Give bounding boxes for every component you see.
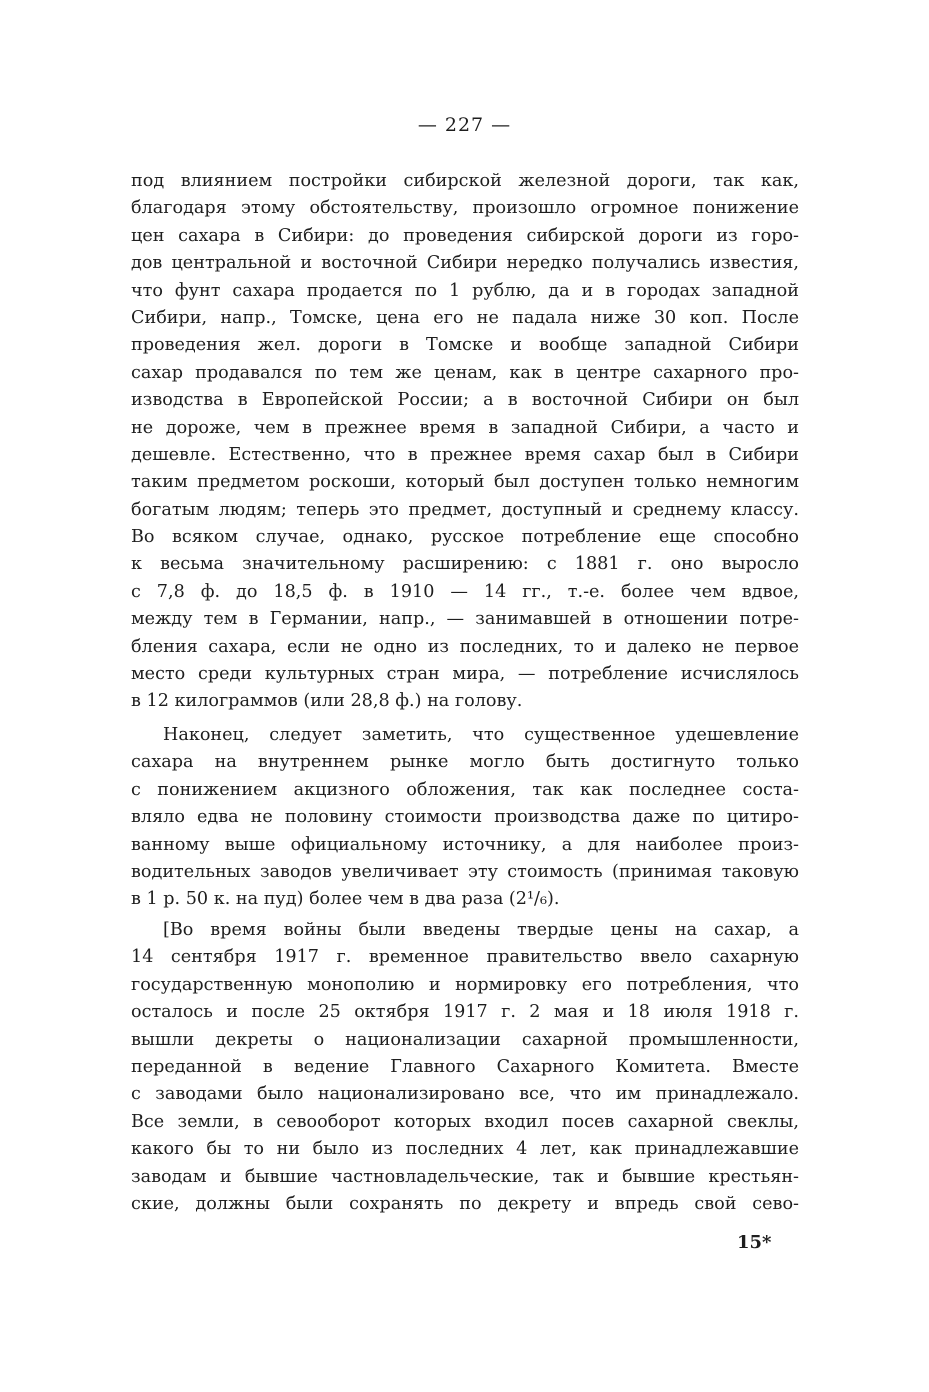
text-line: заводам и бывшие частновладельческие, так и бывшие крестьян- <box>131 1166 799 1187</box>
text-line: под влиянием постройки сибирской железной дороги, так как, <box>131 171 799 191</box>
text-line: водительных заводов увеличивает эту стоимость (принимая таковую <box>131 861 799 882</box>
text-line: к весьма значительному расширению: с 1881 г. оно выросло <box>131 554 799 575</box>
text-line: в 12 килограммов (или 28,8 ф.) на голову. <box>131 691 523 712</box>
text-line: с заводами было национализировано все, что им принадлежало. <box>131 1084 799 1105</box>
text-line: между тем в Германии, напр., — занимавшей в отношении потре- <box>131 609 799 630</box>
text-line: бления сахара, если не одно из последних, то и далеко не первое <box>131 636 799 657</box>
signature-mark: 15* <box>737 1232 772 1253</box>
text-line: проведения жел. дороги в Томске и вообще западной Сибири <box>131 335 799 356</box>
text-line: [Во время войны были введены твердые цены на сахар, а <box>163 920 799 940</box>
text-line: что фунт сахара продается по 1 рублю, да и в городах западной <box>131 280 799 301</box>
text-line: место среди культурных стран мира, — потребление исчислялось <box>131 664 799 685</box>
page-number: — 227 — <box>417 114 512 136</box>
text-line: богатым людям; теперь это предмет, доступный и среднему классу. <box>131 499 799 520</box>
text-line: Сибири, напр., Томске, цена его не падала ниже 30 коп. После <box>131 307 799 328</box>
text-line: Во всяком случае, однако, русское потребление еще способно <box>131 527 799 548</box>
paragraph-1 <box>131 168 799 716</box>
text-line: изводства в Европейской России; а в восточной Сибири он был <box>131 390 799 411</box>
text-line: с понижением акцизного обложения, так как последнее соста- <box>131 779 799 800</box>
text-line: цен сахара в Сибири: до проведения сибирской дороги из горо- <box>131 225 799 246</box>
text-line: сахара на внутреннем рынке могло быть достигнуто только <box>131 752 799 773</box>
paragraph-3 <box>131 917 799 1218</box>
text-line: ские, должны были сохранять по декрету и впредь свой сево- <box>131 1193 799 1214</box>
text-line: осталось и после 25 октября 1917 г. 2 мая и 18 июля 1918 г. <box>131 1002 799 1023</box>
text-line: таким предметом роскоши, который был доступен только немногим <box>131 472 799 493</box>
text-line: Все земли, в севооборот которых входил посев сахарной свеклы, <box>131 1111 799 1132</box>
text-line: ванному выше официальному источнику, а для наиболее произ- <box>131 834 799 855</box>
text-line: вышли декреты о национализации сахарной промышленности, <box>131 1029 799 1050</box>
text-line: не дороже, чем в прежнее время в западной Сибири, а часто и <box>131 417 799 438</box>
text-line: дешевле. Естественно, что в прежнее время сахар был в Сибири <box>131 444 799 465</box>
text-line: государственную монополию и нормировку его потребления, что <box>131 974 799 995</box>
text-line: благодаря этому обстоятельству, произошло огромное понижение <box>131 198 799 219</box>
text-line: 14 сентября 1917 г. временное правительство ввело сахарную <box>131 947 799 968</box>
text-line: какого бы то ни было из последних 4 лет, как принадлежавшие <box>131 1139 799 1160</box>
text-line: дов центральной и восточной Сибири нередко получались известия, <box>131 253 799 274</box>
text-line: переданной в ведение Главного Сахарного Комитета. Вместе <box>131 1056 799 1077</box>
text-line: вляло едва не половину стоимости производства даже по цитиро- <box>131 807 799 828</box>
paragraph-2 <box>131 722 799 914</box>
text-line: с 7,8 ф. до 18,5 ф. в 1910 — 14 гг., т.-е. более чем вдвое, <box>131 581 799 602</box>
text-line: Наконец, следует заметить, что существенное удешевление <box>163 725 799 745</box>
text-line: в 1 р. 50 к. на пуд) более чем в два раза (2¹/₆). <box>131 889 560 910</box>
text-line: сахар продавался по тем же ценам, как в центре сахарного про- <box>131 362 799 383</box>
